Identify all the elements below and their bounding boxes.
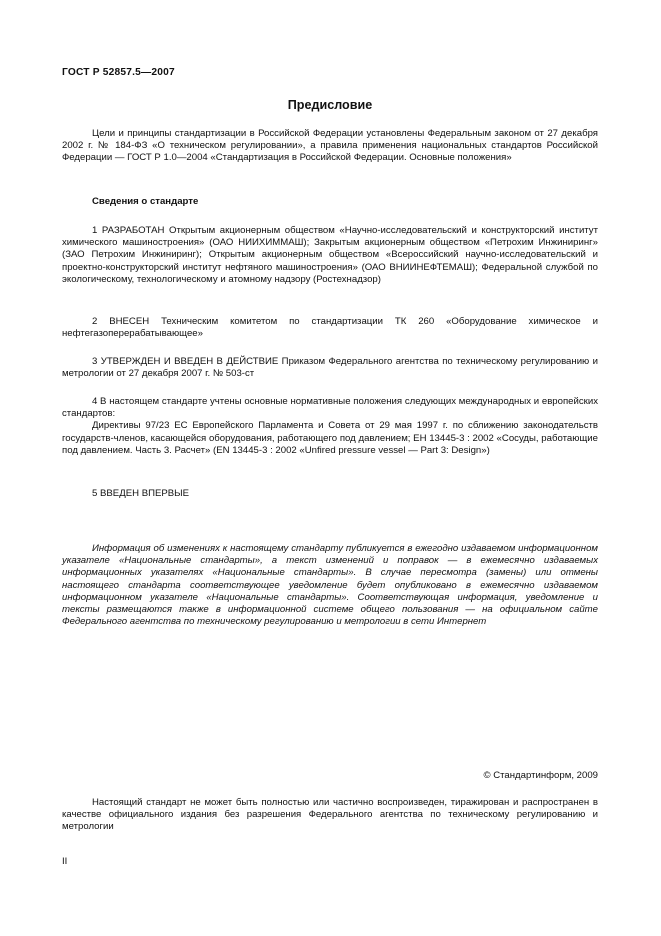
item-1-developer: 1 РАЗРАБОТАН Открытым акционерным обществом «Научно-исследовательский и конструкторский институт химического машиностроения» (ОАО НИИХИММАШ); Закрытым акционерным обществом «Петрохим Инжиниринг» (ЗАО Петрохим Инжиниринг); Открытым акционерным обществом «Всероссийский научно-исследовательский и проектно-конструкторский институт нефтяного машиностроения» (ОАО ВНИИНЕФТЕМАШ); Федеральной службой по экологическому, технологическому и атомному надзору (Ростехнадзор): [62, 225, 598, 285]
item-3-approved: 3 УТВЕРЖДЕН И ВВЕДЕН В ДЕЙСТВИЕ Приказом Федерального агентства по техническому регулированию и метрологии от 27 декабря 2007 г. № 503-ст: [62, 356, 598, 380]
page-number: II: [62, 856, 68, 867]
item-2-submitted: 2 ВНЕСЕН Техническим комитетом по стандартизации ТК 260 «Оборудование химическое и нефтегазоперерабатывающее»: [62, 316, 598, 340]
item-5-first-introduced: 5 ВВЕДЕН ВПЕРВЫЕ: [92, 488, 190, 499]
item-4-text: 4 В настоящем стандарте учтены основные нормативные положения следующих международных и европейских стандартов:: [62, 396, 598, 420]
about-heading: Сведения о стандарте: [92, 196, 199, 207]
reproduction-notice: Настоящий стандарт не может быть полностью или частично воспроизведен, тиражирован и распространен в качестве официального издания без разрешения Федерального агентства по техническому регулированию и метрологии: [62, 797, 598, 833]
page-title: Предисловие: [287, 98, 373, 112]
item-4-detail: Директивы 97/23 ЕС Европейского Парламента и Совета от 29 мая 1997 г. по сближению законодательств государств-членов, касающейся оборудования, работающего под давлением; ЕН 13445-3 : 2002 «Сосуды, работающие под давлением. Часть 3. Расчет» (EN 13445-3 : 2002 «Unfired pressure vessel — Part 3: Design»): [62, 420, 598, 456]
intro-paragraph: Цели и принципы стандартизации в Российской Федерации установлены Федеральным законом от 27 декабря 2002 г. № 184-ФЗ «О техническом регулировании», а правила применения национальных стандартов Российской Федерации — ГОСТ Р 1.0—2004 «Стандартизация в Российской Федерации. Основные положения»: [62, 128, 598, 164]
standard-designation: ГОСТ Р 52857.5—2007: [62, 67, 175, 78]
item-4-block: [62, 396, 598, 457]
copyright: © Стандартинформ, 2009: [483, 770, 598, 781]
info-notice: Информация об изменениях к настоящему стандарту публикуется в ежегодно издаваемом информационном указателе «Национальные стандарты», а текст изменений и поправок — в ежемесячно издаваемых информационных указателях «Национальные стандарты». В случае пересмотра (замены) или отмены настоящего стандарта соответствующее уведомление будет опубликовано в ежемесячно издаваемом информационном указателе «Национальные стандарты». Соответствующая информация, уведомление и тексты размещаются также в информационной системе общего пользования — на официальном сайте Федерального агентства по техническому регулированию и метрологии в сети Интернет: [62, 543, 598, 628]
